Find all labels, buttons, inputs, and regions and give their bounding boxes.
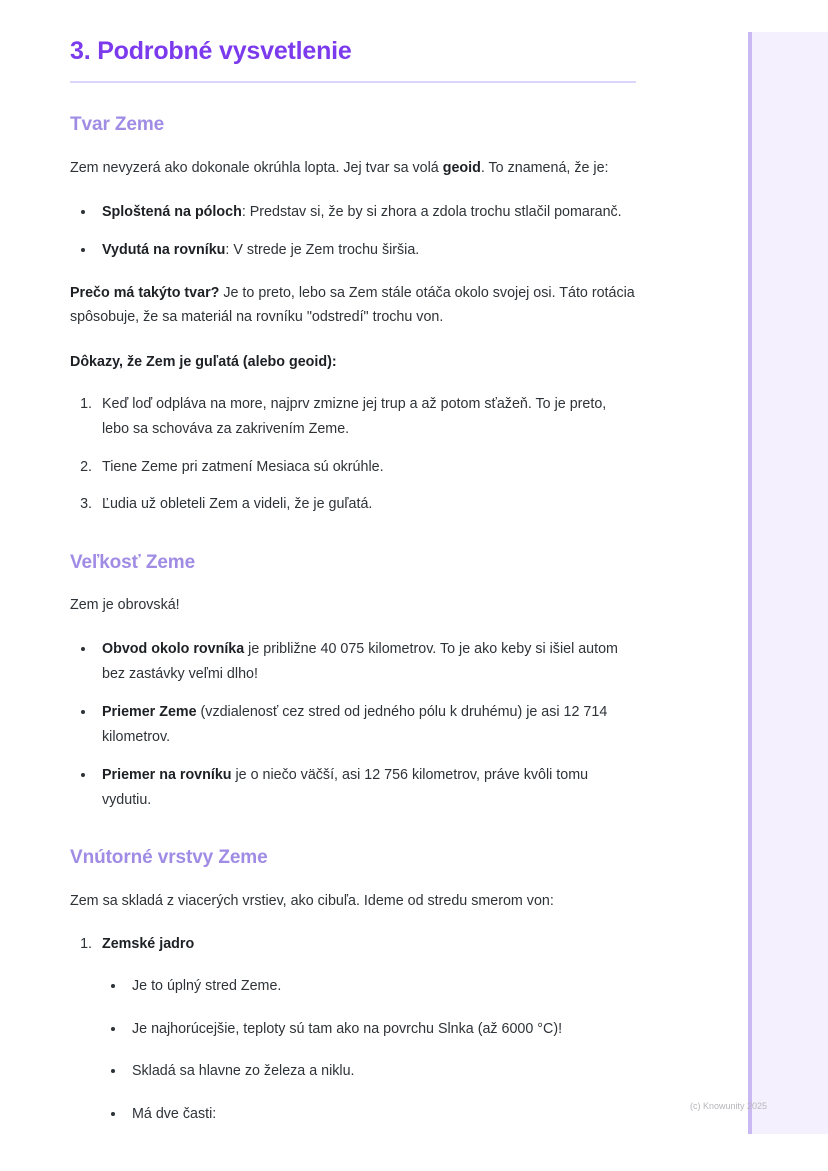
size-facts-list xyxy=(70,636,636,812)
section-tvar-zeme xyxy=(70,113,636,516)
section-heading: Veľkosť Zeme xyxy=(70,551,196,573)
list-item-label: Sploštená na póloch xyxy=(102,203,242,220)
list-item xyxy=(96,932,636,1127)
section-vnutorne-vrstvy-zeme xyxy=(70,846,636,1126)
why-shape-question: Prečo má takýto tvar? xyxy=(70,284,220,301)
why-shape-answer: Je to preto, lebo sa Zem stále otáča okolo svojej osi. Táto rotácia spôsobuje, že sa materiál na rovníku "odstredí" trochu von. xyxy=(70,284,635,326)
section-intro-paragraph: Zem sa skladá z viacerých vrstiev, ako cibuľa. Ideme od stredu smerom von: xyxy=(70,893,554,910)
intro-text-part1: Zem nevyzerá ako dokonale okrúhla lopta. Jej tvar sa volá xyxy=(70,159,443,176)
proofs-subheading xyxy=(70,350,636,375)
list-item: 3. Ľudia už obleteli Zem a videli, že je guľatá. xyxy=(96,492,636,517)
list-item-text: : V strede je Zem trochu širšia. xyxy=(225,242,420,259)
list-item-text: : Predstav si, že by si zhora a zdola trochu stlačil pomaranč. xyxy=(241,203,622,220)
list-item xyxy=(96,762,636,812)
list-item: 1. Keď loď odpláva na more, najprv zmizne jej trup a až potom sťažeň. To je preto, lebo sa schováva za zakrivením Zeme. xyxy=(96,392,636,441)
list-item-label: Priemer Zeme xyxy=(102,704,197,721)
section-intro-paragraph xyxy=(70,156,636,181)
proofs-subheading-text: Dôkazy, že Zem je guľatá (alebo geoid): xyxy=(70,353,337,370)
layers-list xyxy=(70,932,636,1127)
list-item xyxy=(96,199,636,225)
intro-text-part2: . To znamená, že je: xyxy=(480,159,609,176)
list-item-text: je približne 40 075 kilometrov. To je ako keby si išiel autom bez zastávky veľmi dlho! xyxy=(102,640,618,682)
why-shape-paragraph xyxy=(70,281,636,330)
list-item: 2. Tiene Zeme pri zatmení Mesiaca sú okrúhle. xyxy=(96,455,636,480)
list-item xyxy=(96,237,636,263)
section-velkost-zeme xyxy=(70,551,636,813)
section-heading: Vnútorné vrstvy Zeme xyxy=(70,847,268,869)
intro-term-geoid: geoid xyxy=(442,159,481,176)
right-decorative-panel xyxy=(748,32,828,1134)
list-item-label: Obvod okolo rovníka xyxy=(102,640,245,657)
title-divider xyxy=(70,81,636,83)
list-item-label: Priemer na rovníku xyxy=(102,767,232,784)
list-item-text: (vzdialenosť cez stred od jedného pólu k druhému) je asi 12 714 kilometrov. xyxy=(102,704,608,745)
footer-watermark: (c) Knowunity 2025 xyxy=(690,1101,768,1111)
proofs-list xyxy=(70,392,636,516)
list-item: • Je to úplný stred Zeme. xyxy=(126,974,636,999)
list-item-label: Vydutá na rovníku xyxy=(102,242,226,259)
list-item-text: je o niečo väčší, asi 12 756 kilometrov, práve kvôli tomu vydutiu. xyxy=(102,767,589,808)
list-item: • Skladá sa hlavne zo železa a niklu. xyxy=(126,1059,636,1084)
list-item: • Má dve časti: xyxy=(126,1102,636,1127)
page-title: 3. Podrobné vysvetlenie xyxy=(70,37,352,65)
section-heading: Tvar Zeme xyxy=(70,114,165,136)
list-item xyxy=(96,636,636,686)
section-intro-paragraph: Zem je obrovská! xyxy=(70,597,180,614)
list-item: • Je najhorúcejšie, teploty sú tam ako na povrchu Slnka (až 6000 °C)! xyxy=(126,1017,636,1042)
layer-name: Zemské jadro xyxy=(102,935,195,952)
shape-traits-list xyxy=(70,199,636,263)
layer-detail-list xyxy=(102,974,636,1126)
list-item xyxy=(96,699,636,749)
